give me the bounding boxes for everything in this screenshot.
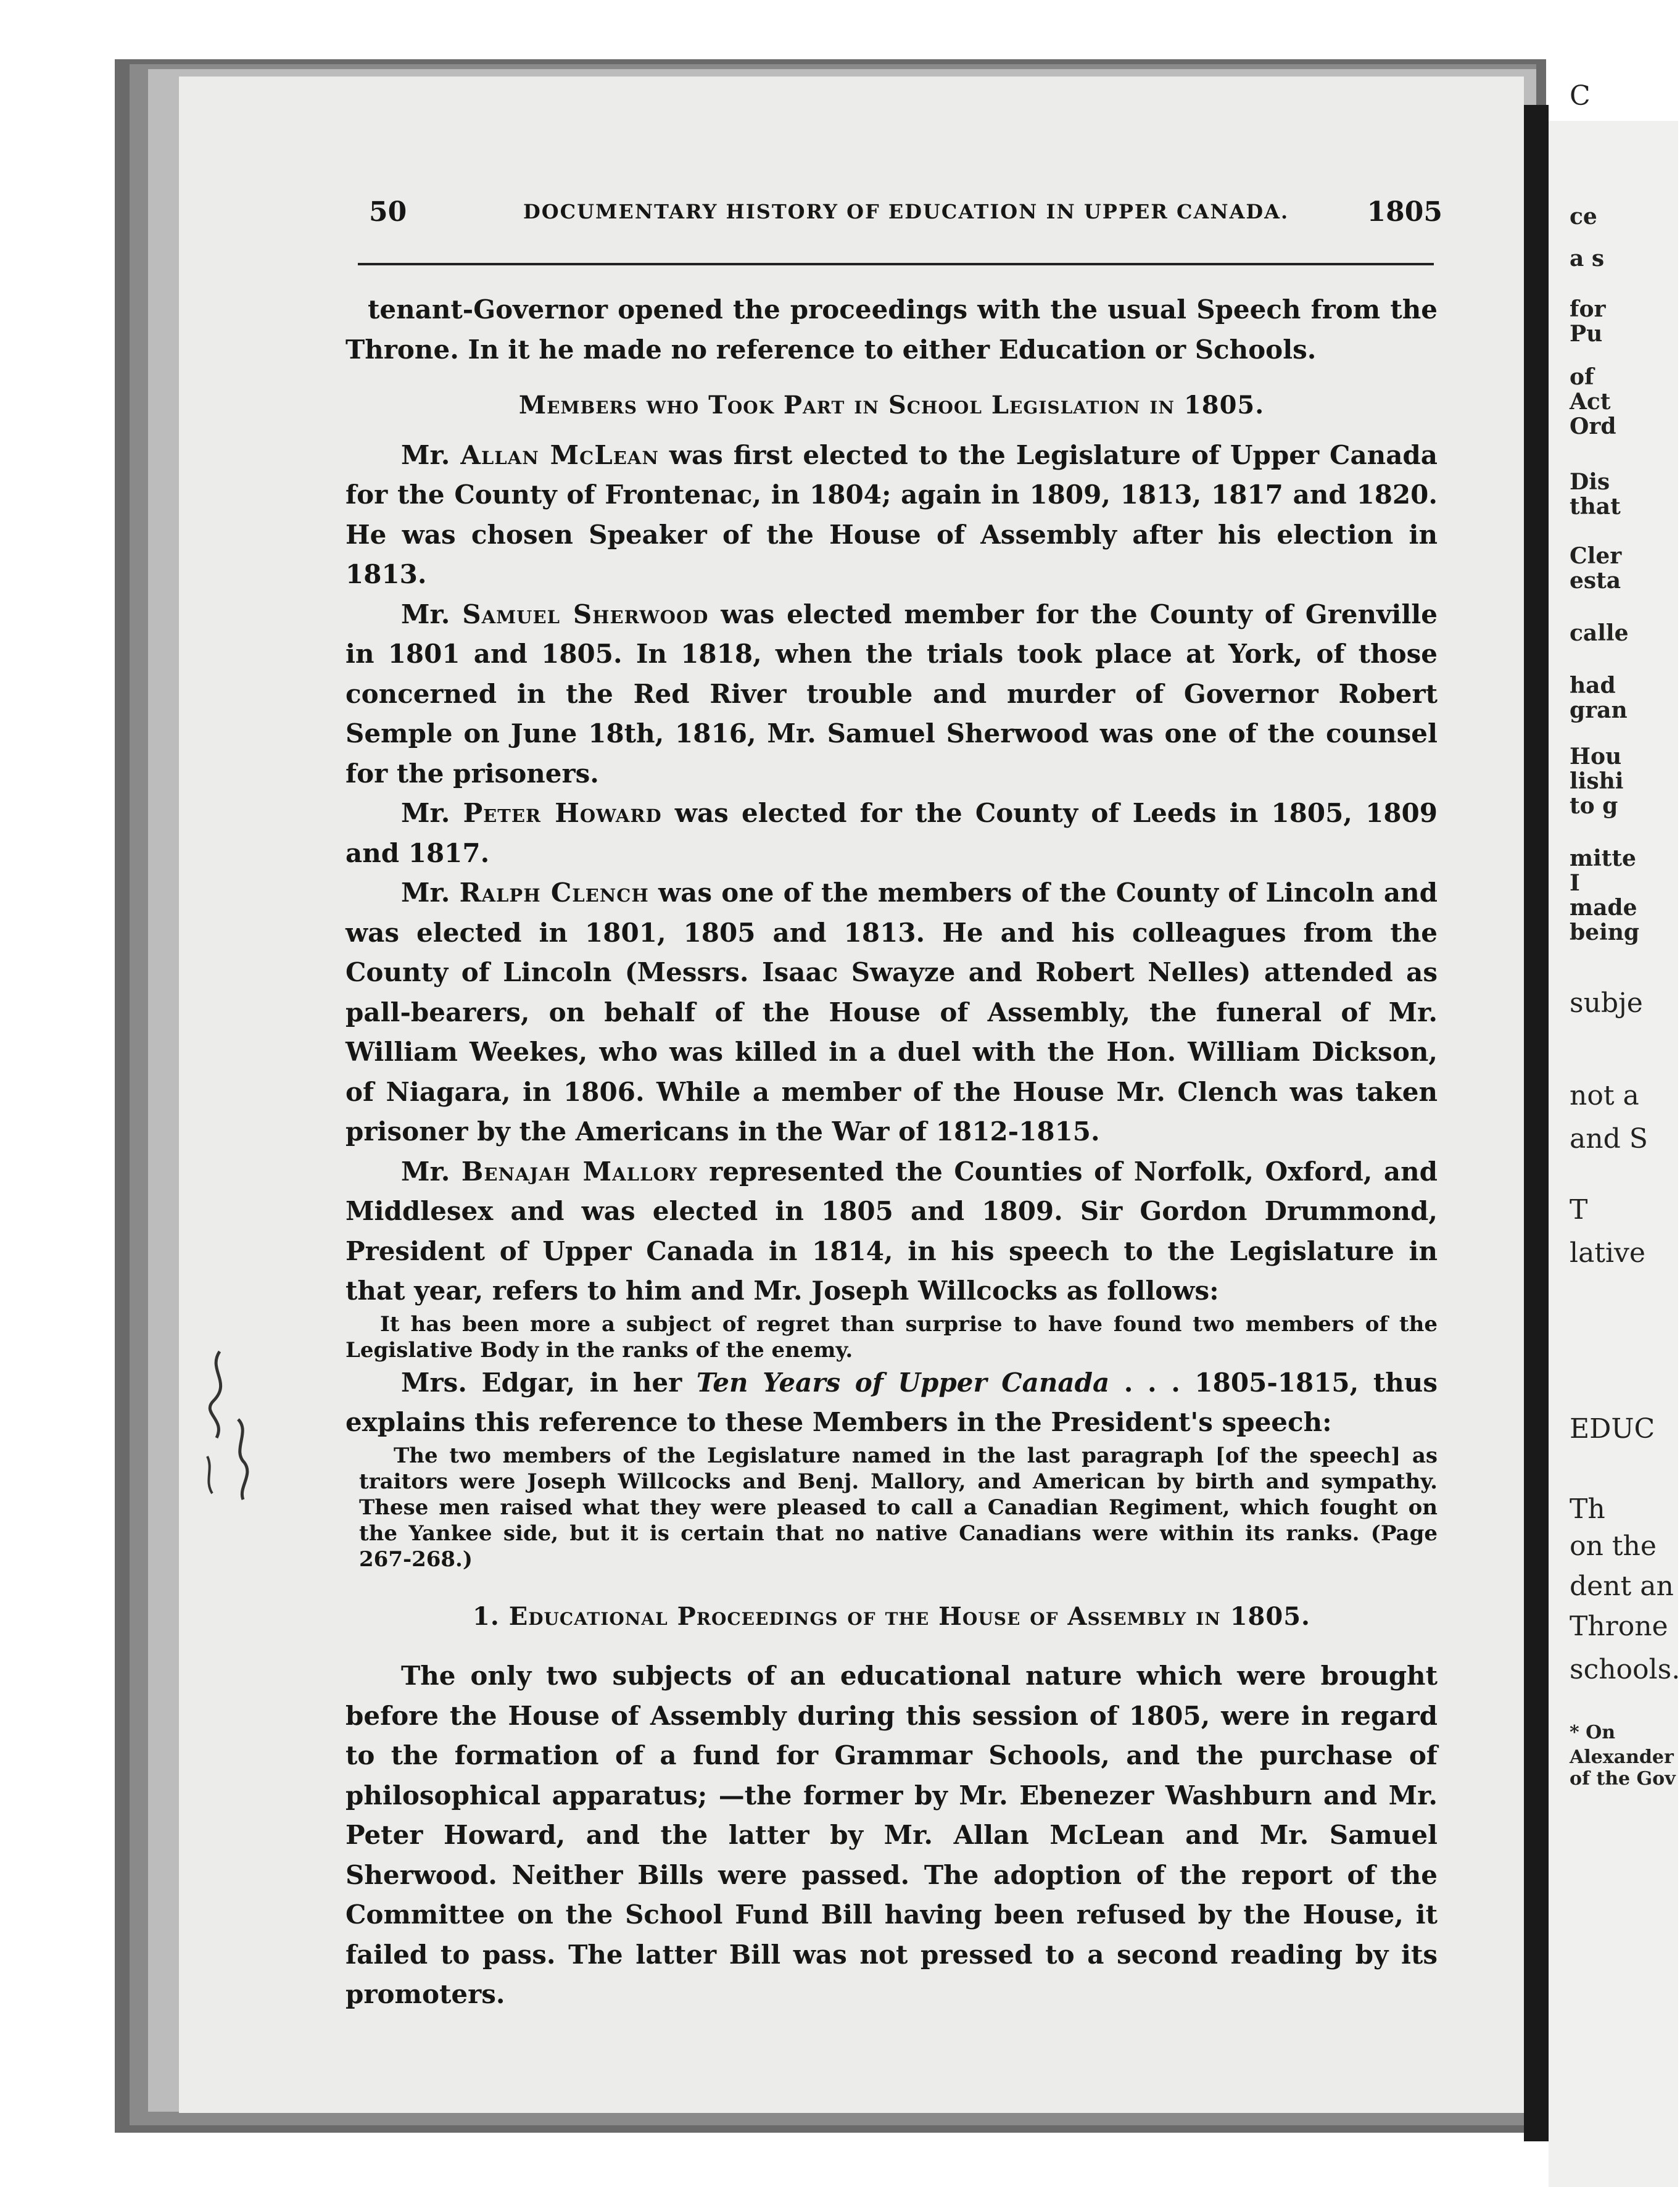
adjacent-page-text: Pu [1570, 321, 1603, 347]
adjacent-page-text: lishi [1570, 768, 1624, 794]
adjacent-page-text: gran [1570, 697, 1628, 723]
adjacent-page-text: dent an [1570, 1571, 1674, 1602]
adjacent-page-text: not a [1570, 1080, 1639, 1111]
block-quote: The two members of the Legislature named in the last paragraph [of the speech] as traitors were Joseph Willcocks and Benj. Mallory, and American by birth and sympathy. These men raised what they were pleased to call a Canadian Regiment, which fought on the Yankee side, but it is certain that no native Canadians were within its ranks. (Page 267-268.) [359, 1443, 1438, 1572]
member-name: Allan McLean [460, 439, 659, 470]
intro-paragraph: tenant-Governor opened the proceedings with the usual Speech from the Throne. In it he made no reference to either Education or Schools. [346, 294, 1438, 365]
adjacent-page-text: calle [1570, 620, 1629, 646]
header-year: 1805 [1367, 196, 1442, 228]
adjacent-page-text: Cler [1570, 543, 1622, 569]
adjacent-page-text: Dis [1570, 469, 1610, 495]
header-rule [358, 263, 1434, 265]
book-spine [1524, 105, 1549, 2141]
adjacent-page-text: esta [1570, 568, 1621, 594]
adjacent-page-text: Throne [1570, 1611, 1668, 1642]
member-name: Ralph Clench [459, 878, 649, 908]
adjacent-page-text: Th [1570, 1493, 1605, 1525]
adjacent-page-text: lative [1570, 1237, 1645, 1269]
adjacent-page-text: Hou [1570, 744, 1622, 770]
section-heading: Members who Took Part in School Legislation in 1805. [518, 391, 1265, 420]
adjacent-page [1549, 80, 1680, 2187]
adjacent-page-text: of the Gov [1570, 1768, 1676, 1790]
block-quote: It has been more a subject of regret than surprise to have found two members of the Legislative Body in the ranks of the enemy. [346, 1311, 1438, 1363]
handwritten-margin-note [195, 1345, 257, 1506]
member-paragraph: Mr. Allan McLean was first elected to the Legislature of Upper Canada for the County of Frontenac, in 1804; again in 1809, 1813, 1817 and 1820. He was chosen Speaker of the House of Assembly after his election in 1813. [346, 439, 1438, 589]
adjacent-page-text: and S [1570, 1123, 1648, 1155]
member-paragraph: Mr. Samuel Sherwood was elected member for the County of Grenville in 1801 and 1805. In 1818, when the trials took place at York, of those concerned in the Red River trouble and murder of Governor Robert Semple on June 18th, 1816, Mr. Samuel Sherwood was one of the counsel for the prisoners. [346, 599, 1438, 789]
member-name: Benajah Mallory [461, 1156, 698, 1187]
adjacent-page-text: Alexander [1570, 1746, 1674, 1768]
adjacent-page-text: I [1570, 870, 1580, 896]
member-paragraph: Mr. Benajah Mallory represented the Counties of Norfolk, Oxford, and Middlesex and was elected in 1805 and 1809. Sir Gordon Drummond, President of Upper Canada in 1814, in his speech to the Legislature in that year, refers to him and Mr. Joseph Willcocks as follows: [346, 1156, 1438, 1306]
adjacent-page-text: a s [1570, 246, 1605, 272]
adjacent-page-text: of [1570, 364, 1594, 390]
adjacent-page-text: EDUC [1570, 1413, 1655, 1445]
adjacent-page-text: subje [1570, 987, 1643, 1019]
adjacent-page-text: being [1570, 919, 1640, 945]
adjacent-page-text: ce [1570, 204, 1597, 230]
member-name: Peter Howard [463, 798, 662, 828]
adjacent-page-text: C [1570, 80, 1591, 112]
edgar-paragraph: Mrs. Edgar, in her Ten Years of Upper Canada . . . 1805-1815, thus explains this reference to these Members in the President's speech: [346, 1367, 1438, 1437]
adjacent-page-text: on the [1570, 1530, 1657, 1562]
adjacent-page-text: * On [1570, 1722, 1616, 1743]
adjacent-page-text: to g [1570, 793, 1618, 819]
page-number: 50 [369, 196, 407, 228]
member-paragraph: Mr. Peter Howard was elected for the County of Leeds in 1805, 1809 and 1817. [346, 798, 1438, 868]
adjacent-page-text: schools. [1570, 1654, 1680, 1685]
adjacent-page-text: Ord [1570, 413, 1616, 439]
member-paragraph: Mr. Ralph Clench was one of the members of the County of Lincoln and was elected in 1801, 1805 and 1813. He and his colleagues from the County of Lincoln (Messrs. Isaac Swayze and Robert Nelles) attended as pall-bearers, on behalf of the House of Assembly, the funeral of Mr. William Weekes, who was killed in a duel with the Hon. William Dickson, of Niagara, in 1806. While a member of the House Mr. Clench was taken prisoner by the Americans in the War of 1812-1815. [346, 878, 1438, 1147]
section-heading: 1. Educational Proceedings of the House of Assembly in 1805. [473, 1601, 1310, 1631]
adjacent-page-text: that [1570, 494, 1621, 520]
member-name: Samuel Sherwood [462, 599, 709, 629]
adjacent-page-text: T [1570, 1194, 1588, 1226]
book-title: Ten Years of Upper Canada [696, 1367, 1110, 1398]
adjacent-page-text: mitte [1570, 845, 1636, 871]
running-title: DOCUMENTARY HISTORY OF EDUCATION IN UPPER CANADA. [523, 200, 1289, 223]
adjacent-page-text: Act [1570, 389, 1611, 415]
adjacent-page-text: had [1570, 673, 1616, 699]
final-paragraph: The only two subjects of an educational nature which were brought before the House of Assembly during this session of 1805, were in regard to the formation of a fund for Grammar Schools, and the purchase of philosophical apparatus; —the former by Mr. Ebenezer Washburn and Mr. Peter Howard, and the latter by Mr. Allan McLean and Mr. Samuel Sherwood. Neither Bills were passed. The adoption of the report of the Committee on the School Fund Bill having been refused by the House, it failed to pass. The latter Bill was not pressed to a second reading by its promoters. [346, 1661, 1438, 2009]
adjacent-page-text: for [1570, 296, 1606, 322]
page-body [346, 290, 1438, 2015]
adjacent-page-text: made [1570, 895, 1637, 921]
running-header [369, 196, 1442, 233]
